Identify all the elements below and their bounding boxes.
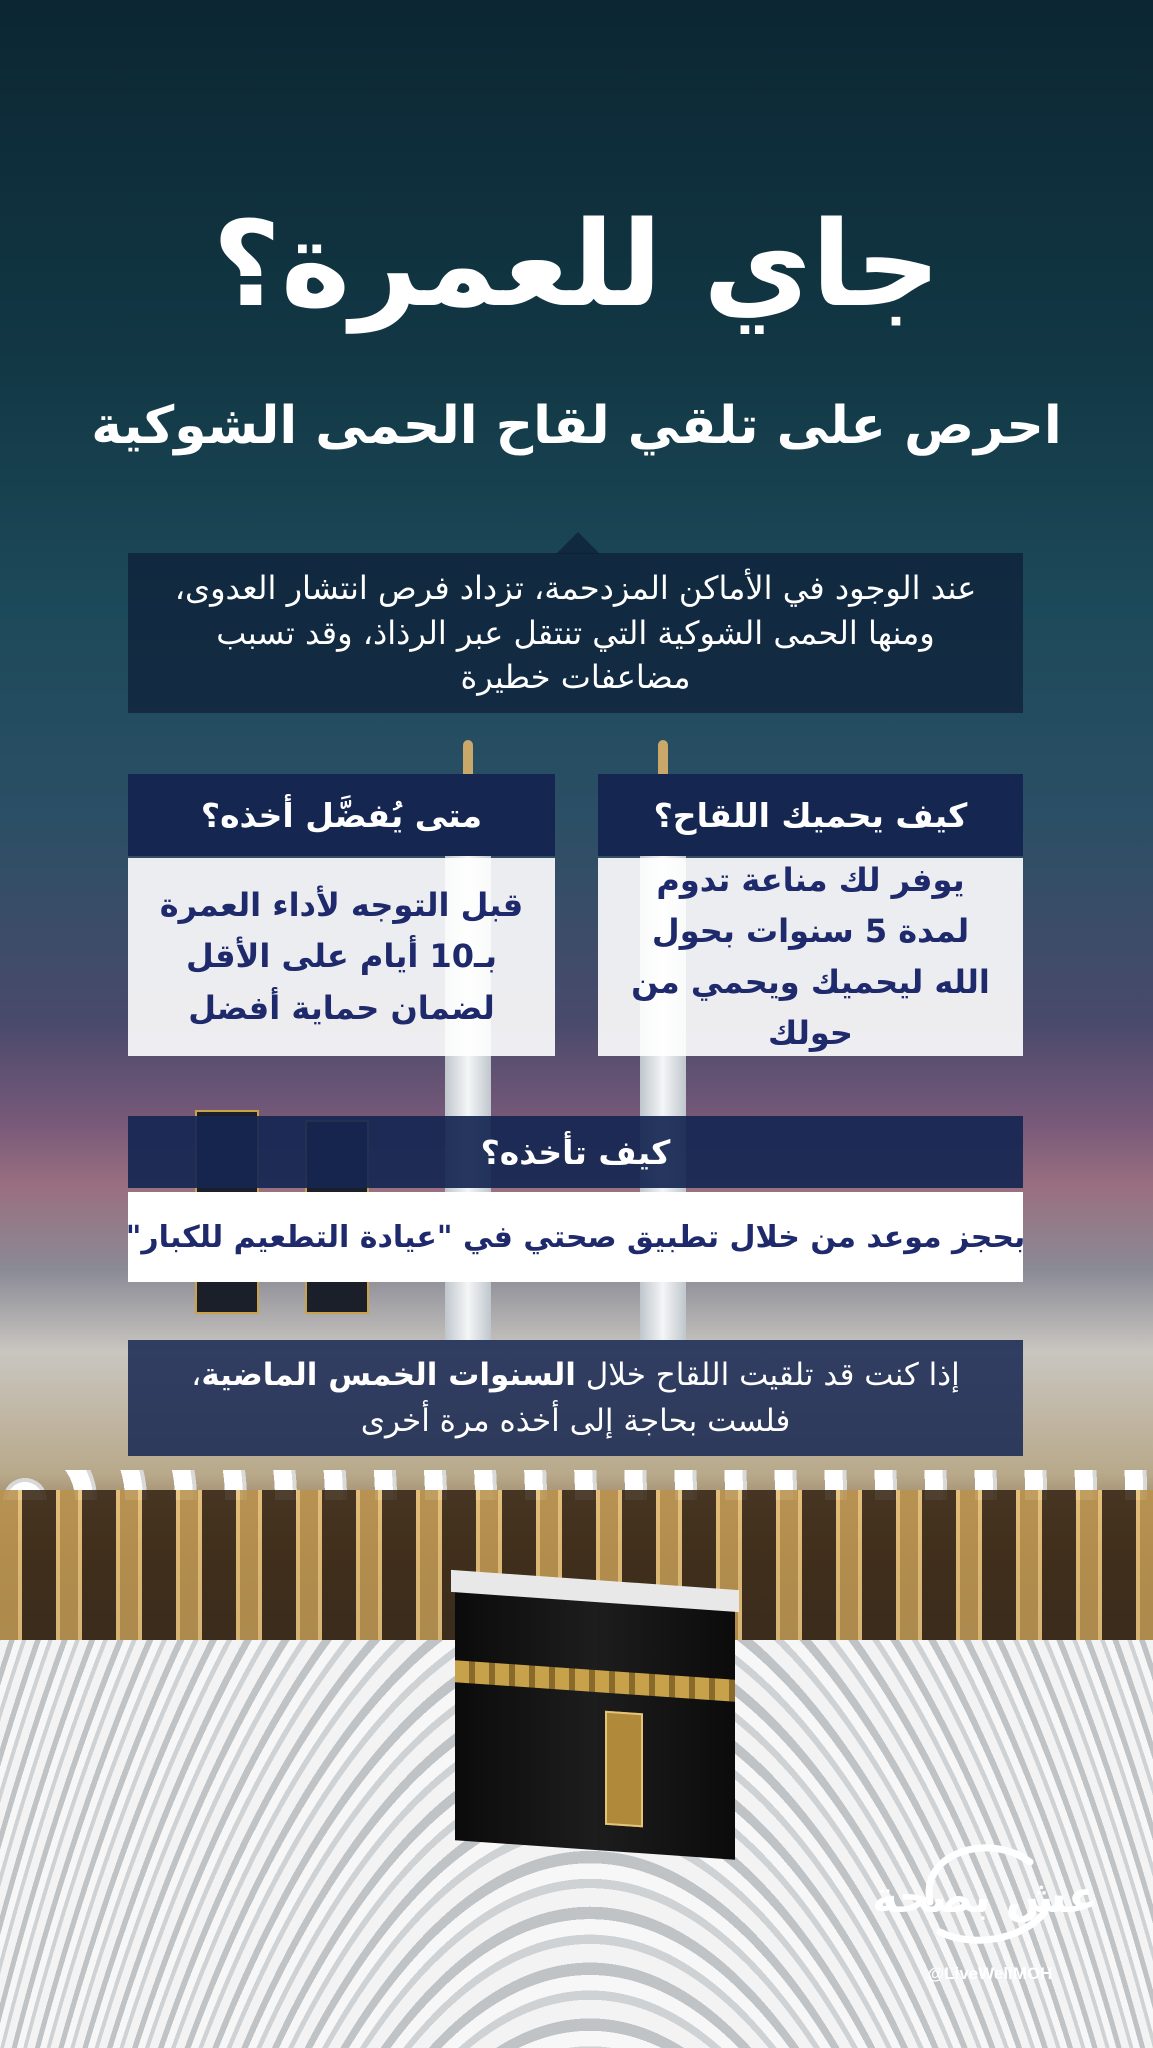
logo-handle: @LiveWellMOH: [927, 1964, 1053, 1983]
kaaba-door: [605, 1711, 643, 1828]
logo-text: عش بصحة: [872, 1872, 1098, 1923]
intro-pointer: [556, 532, 600, 554]
note-prefix: إذا كنت قد تلقيت اللقاح خلال: [575, 1356, 960, 1393]
card-timing-body: قبل التوجه لأداء العمرة بـ10 أيام على الأقل لضمان حماية أفضل: [128, 858, 555, 1056]
card-protection-body: يوفر لك مناعة تدوم لمدة 5 سنوات بحول الله ليحميك ويحمي من حولك: [598, 858, 1023, 1056]
kaaba-gold-band: [455, 1660, 735, 1702]
note-bold: السنوات الخمس الماضية: [201, 1356, 576, 1393]
note-suffix: ، فلست بحاجة إلى أخذه مرة أخرى: [191, 1356, 791, 1439]
how-body: بحجز موعد من خلال تطبيق صحتي في "عيادة التطعيم للكبار": [128, 1192, 1023, 1282]
kaaba: [455, 1590, 735, 1860]
previous-vaccination-note: [128, 1340, 1023, 1456]
card-protection-heading: كيف يحميك اللقاح؟: [598, 774, 1023, 856]
livewell-logo: [872, 1832, 1098, 1992]
page-title: جاي للعمرة؟: [212, 195, 941, 333]
livewell-logo-mark: [872, 1832, 1098, 1952]
how-heading: كيف تأخذه؟: [128, 1116, 1023, 1188]
card-timing-heading: متى يُفضَّل أخذه؟: [128, 774, 555, 856]
page-subtitle: احرص على تلقي لقاح الحمى الشوكية: [91, 396, 1062, 456]
intro-text: عند الوجود في الأماكن المزدحمة، تزداد فرص انتشار العدوى، ومنها الحمى الشوكية التي تنتقل عبر الرذاذ، وقد تسبب مضاعفات خطيرة: [128, 553, 1023, 713]
